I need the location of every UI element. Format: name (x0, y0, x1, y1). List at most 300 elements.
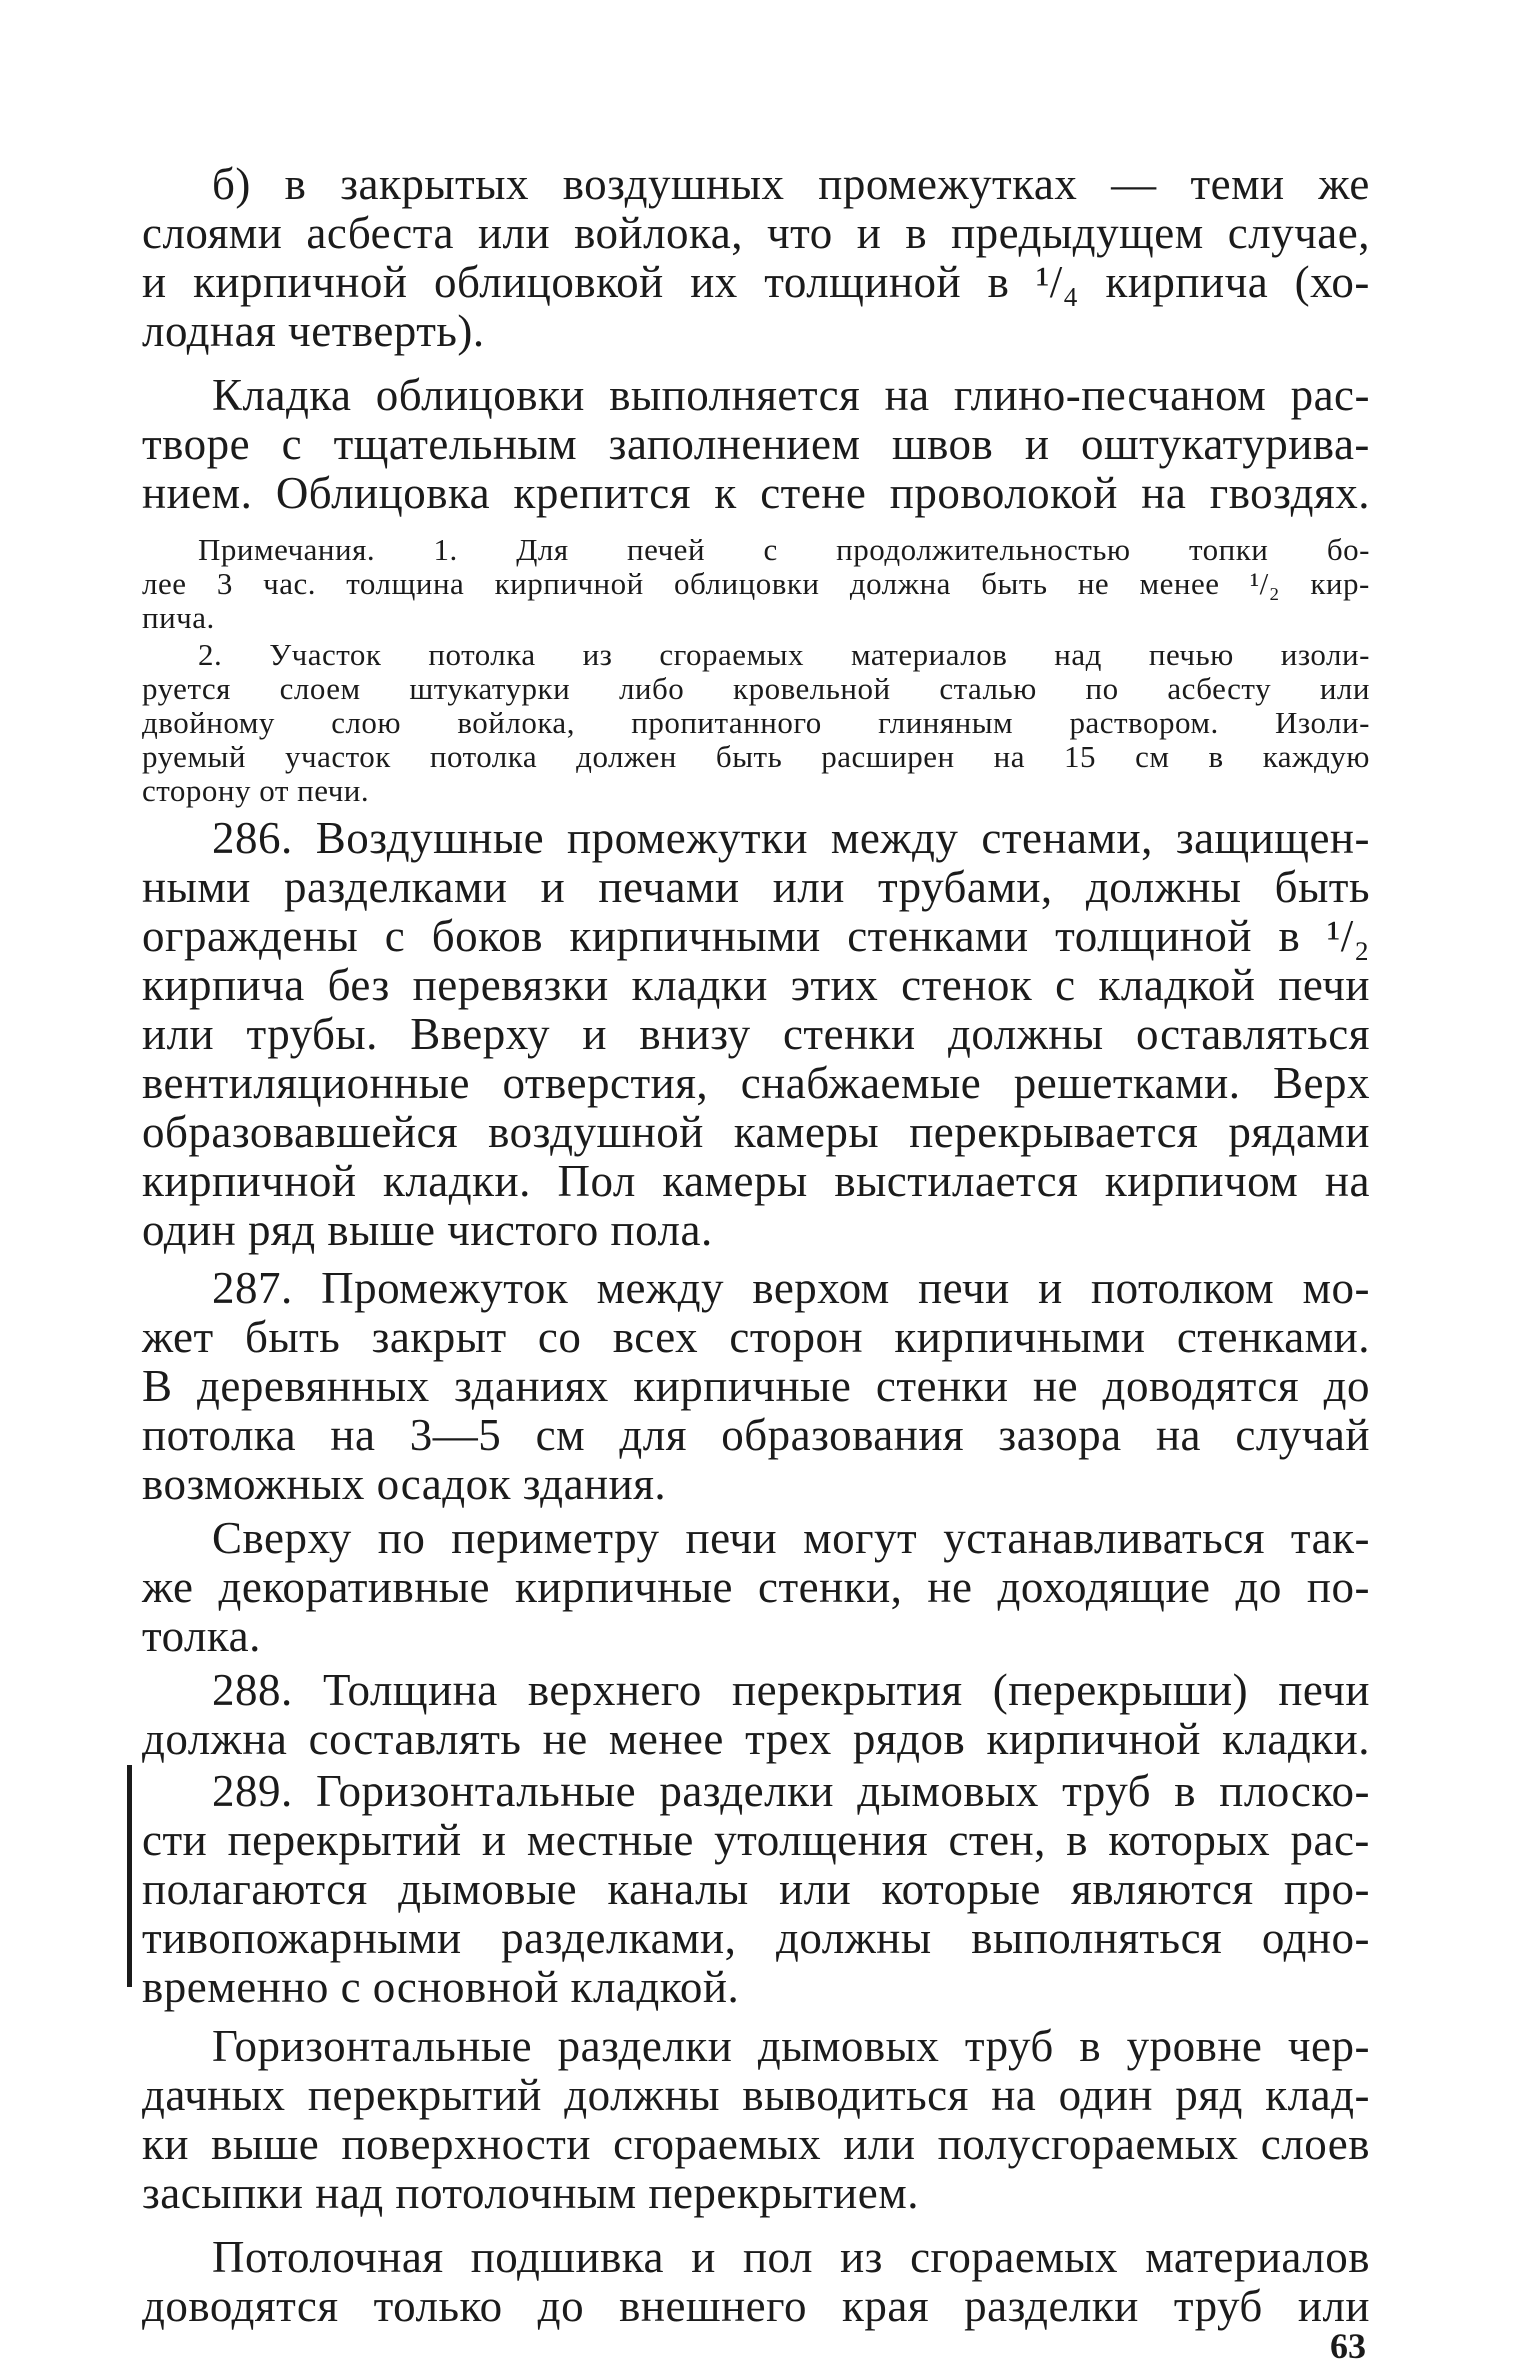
word: периметру (451, 1513, 660, 1563)
word: устанавливаться (943, 1513, 1265, 1563)
note-line (142, 532, 1370, 568)
text-line (142, 1814, 1370, 1866)
word: в (284, 159, 307, 209)
text-line (142, 1863, 1370, 1915)
word: глино-песчаном (953, 370, 1267, 420)
word: материалов (1145, 2232, 1370, 2282)
text-line (142, 1512, 1370, 1564)
word: выводиться (742, 2070, 969, 2120)
word: см (1135, 739, 1170, 774)
word: камеры (662, 1156, 808, 1206)
word: нием. (142, 468, 253, 518)
word: только (373, 2281, 503, 2331)
text-line (142, 305, 1370, 357)
word: руется (142, 671, 231, 706)
word: Изоли- (1275, 705, 1370, 740)
word: Облицовка (275, 468, 491, 518)
word: из (582, 637, 613, 672)
word: в (987, 257, 1010, 307)
word: Воздушные (315, 813, 545, 863)
note-line (142, 671, 1370, 707)
word: один (1058, 2070, 1153, 2120)
text-line-content (142, 2069, 1370, 2121)
word: перекрывается (909, 1107, 1199, 1157)
word: 3 (216, 566, 233, 601)
word: глиняным (878, 705, 1014, 740)
word: этих (790, 960, 879, 1010)
word: для (619, 1410, 687, 1460)
word: с (1055, 960, 1076, 1010)
word: одно- (1261, 1913, 1370, 1963)
word: потолка (429, 739, 538, 774)
word: плоско- (1219, 1766, 1370, 1816)
word: В (142, 1361, 173, 1411)
word: 286. (212, 813, 293, 863)
text-line-content (142, 1057, 1370, 1109)
word: доводятся (1102, 1361, 1300, 1411)
word: 289. (212, 1766, 293, 1816)
word: перекрытия (731, 1665, 963, 1715)
word: кир- (1310, 566, 1370, 601)
word: должны (775, 1913, 932, 1963)
word: 15 (1064, 739, 1097, 774)
word: раствором. (1069, 705, 1219, 740)
word: расширен (821, 739, 955, 774)
text-line (142, 1458, 1370, 1510)
word: или (1297, 2281, 1370, 2331)
text-line (142, 1664, 1370, 1716)
word: труб (964, 2021, 1054, 2071)
word: между (830, 813, 959, 863)
word: защищен- (1175, 813, 1370, 863)
word: трубы. (246, 1009, 378, 1059)
word: ¹/₂ (1249, 566, 1281, 601)
word: менее (1139, 566, 1220, 601)
word: стене (760, 468, 867, 518)
word: или (477, 208, 551, 258)
word: зданиях (454, 1361, 609, 1411)
text-line (142, 1561, 1370, 1613)
word: до (537, 2281, 585, 2331)
note-line (142, 773, 1370, 809)
note-line-content (198, 637, 1370, 673)
text-line-content (142, 207, 1370, 259)
text-line-content (212, 1262, 1370, 1314)
word: бо- (1326, 532, 1370, 567)
word: закрытых (340, 159, 529, 209)
text-line (142, 861, 1370, 913)
text-line (142, 1008, 1370, 1060)
word: тщательным (333, 419, 578, 469)
word: должен (576, 739, 677, 774)
word: полусгораемых (937, 2119, 1239, 2169)
word: ки (142, 2119, 189, 2169)
word: стенки, (758, 1562, 903, 1612)
word: кирпичные (633, 1361, 852, 1411)
text-line-content (212, 158, 1370, 210)
word: не (927, 1562, 973, 1612)
word: Горизонтальные (212, 2021, 533, 2071)
word: Потолочная (212, 2232, 444, 2282)
word: Горизонтальные (315, 1766, 637, 1816)
note-line-content (142, 566, 1370, 602)
word: стенками (847, 911, 1029, 961)
word: слою (331, 705, 402, 740)
word: вентиляционные (142, 1058, 470, 1108)
text-line-content (142, 467, 1370, 519)
word: теми (1190, 159, 1285, 209)
text-line (142, 2167, 1370, 2219)
word: верхнего (527, 1665, 702, 1715)
word: внизу (639, 1009, 751, 1059)
word: решетками. (1013, 1058, 1241, 1108)
word: быть (981, 566, 1048, 601)
word: печи (918, 1263, 1010, 1313)
text-line (142, 1262, 1370, 1314)
word: быть (244, 1312, 341, 1362)
word: ными (142, 862, 251, 912)
word: тивопожарными (142, 1913, 462, 1963)
word: промежутки (567, 813, 808, 863)
word: внешнего (619, 2281, 807, 2331)
word: толщиной (1055, 911, 1252, 961)
word: материалов (850, 637, 1008, 672)
word: облицовкой (433, 257, 664, 307)
word: пол (742, 2232, 813, 2282)
word: всех (612, 1312, 699, 1362)
word: являются (1071, 1864, 1254, 1914)
word: либо (618, 671, 685, 706)
word: в (1079, 2021, 1102, 2071)
word: на (1324, 1156, 1370, 1206)
word: и (481, 1815, 507, 1865)
word: разделки (964, 2281, 1139, 2331)
word: слоев (1260, 2119, 1370, 2169)
word: асбеста (306, 208, 454, 258)
word: кирпичными (569, 911, 821, 961)
word: оставляться (1135, 1009, 1370, 1059)
word: гвоздях. (1209, 468, 1370, 518)
note-line-content (198, 532, 1370, 568)
word: не (1032, 1361, 1079, 1411)
word: разделками (284, 862, 508, 912)
word: в (905, 208, 928, 258)
word: снабжаемые (740, 1058, 982, 1108)
word: выполняться (971, 1913, 1223, 1963)
word: из (840, 2232, 883, 2282)
word: местные (526, 1815, 694, 1865)
text-line-content (142, 1155, 1370, 1207)
word: рас- (1290, 370, 1370, 420)
text-line (142, 1713, 1370, 1765)
word: предыдущем (951, 208, 1204, 258)
word: пропитанного (631, 705, 822, 740)
word: поверхности (341, 2119, 591, 2169)
word: деревянных (197, 1361, 430, 1411)
word: сгораемых (613, 2119, 822, 2169)
text-line-content (142, 959, 1370, 1011)
word: стен, (948, 1815, 1046, 1865)
word: или (1319, 671, 1370, 706)
text-line-content (212, 2020, 1370, 2072)
word: быть (1274, 862, 1370, 912)
text-line-content (142, 1360, 1370, 1412)
text-line (142, 910, 1370, 962)
word: Для (516, 532, 569, 567)
word: по (1085, 671, 1119, 706)
text-line (142, 1961, 1370, 2013)
word: топки (1189, 532, 1269, 567)
word: и (540, 862, 566, 912)
word: не (542, 1714, 588, 1764)
word: что (766, 208, 833, 258)
text-line-content (212, 1512, 1370, 1564)
word: камеры (733, 1107, 880, 1157)
word: дымовых (857, 1766, 1039, 1816)
word: сгораемых (659, 637, 805, 672)
word: боков (431, 911, 543, 961)
text-line-content (212, 812, 1370, 864)
word: до (1235, 1562, 1282, 1612)
text-line-content (212, 2231, 1370, 2283)
word: могут (803, 1513, 918, 1563)
word: печью (1148, 637, 1234, 672)
word: Примечания. (198, 532, 376, 567)
word: доходящие (997, 1562, 1211, 1612)
word: кирпича (142, 960, 305, 1010)
word: облицовки (674, 566, 820, 601)
word: Верх (1272, 1058, 1370, 1108)
word: труб (1173, 2281, 1263, 2331)
word: разделками, (501, 1913, 737, 1963)
word: слоями (142, 208, 283, 258)
text-line-content: лодная четверть). (142, 306, 485, 356)
text-line-content (142, 861, 1370, 913)
text-line (142, 1106, 1370, 1158)
word: крепится (513, 468, 691, 518)
word: клад- (1265, 2070, 1370, 2120)
word: без (327, 960, 390, 1010)
word: перекрытий (227, 1815, 462, 1865)
note-line (142, 705, 1370, 741)
text-line (142, 369, 1370, 421)
text-line-content: один ряд выше чистого пола. (142, 1205, 713, 1255)
word: кирпичными (894, 1312, 1146, 1362)
word: печей (627, 532, 706, 567)
word: или (843, 2119, 916, 2169)
word: см (535, 1410, 586, 1460)
text-line (142, 1912, 1370, 1964)
text-line (142, 1409, 1370, 1461)
word: стенок (901, 960, 1033, 1010)
word: кровельной (733, 671, 891, 706)
word: сталью (939, 671, 1037, 706)
word: на (991, 2070, 1037, 2120)
word: каналы (607, 1864, 749, 1914)
word: разделки (659, 1766, 835, 1816)
word: (хо- (1294, 257, 1370, 307)
word: Кладка (212, 370, 352, 420)
text-line (142, 1610, 1370, 1662)
word: кирпичной (193, 257, 408, 307)
word: кирпичной (986, 1714, 1201, 1764)
word: Пол (557, 1156, 636, 1206)
note-line (142, 637, 1370, 673)
word: и (1038, 1263, 1063, 1313)
note-line-content: пича. (142, 600, 215, 635)
word: случае, (1227, 208, 1370, 258)
word: толщиной (764, 257, 962, 307)
note-line-content (142, 671, 1370, 707)
word: и (856, 208, 882, 258)
word: час. (263, 566, 316, 601)
note-line-content (142, 739, 1370, 775)
word: штукатурки (409, 671, 571, 706)
word: перевязки (412, 960, 609, 1010)
word: и (582, 1009, 607, 1059)
text-line-content (142, 910, 1370, 962)
word: по (377, 1513, 426, 1563)
text-line-content (142, 1713, 1370, 1765)
word: на (993, 739, 1025, 774)
word: по- (1306, 1562, 1370, 1612)
word: которых (1108, 1815, 1271, 1865)
text-line (142, 2280, 1370, 2332)
word: кладки. (1222, 1714, 1370, 1764)
word: рядов (852, 1714, 966, 1764)
word: на (1155, 1410, 1202, 1460)
word: б) (212, 159, 251, 209)
word: сти (142, 1815, 208, 1865)
text-line-content (142, 1409, 1370, 1461)
word: края (842, 2281, 930, 2331)
word: же (1318, 159, 1370, 209)
word: отверстия, (502, 1058, 709, 1108)
margin-change-bar (127, 1765, 132, 1987)
word: их (690, 257, 738, 307)
word: воздушной (488, 1107, 704, 1157)
text-line-content (142, 1106, 1370, 1158)
text-line (142, 812, 1370, 864)
word: ряд (1175, 2070, 1243, 2120)
word: 287. (212, 1263, 293, 1313)
word: печи (1278, 1665, 1370, 1715)
text-line-content (212, 1765, 1370, 1817)
word: продолжительностью (836, 532, 1131, 567)
word: закрыт (371, 1312, 507, 1362)
word: потолком (1091, 1263, 1275, 1313)
word: с (281, 419, 303, 469)
text-line-content (142, 1814, 1370, 1866)
text-line-content: временно с основной кладкой. (142, 1962, 740, 2012)
word: которые (881, 1864, 1041, 1914)
text-line (142, 2069, 1370, 2121)
text-line-content (142, 1561, 1370, 1613)
page-number: 63 (1330, 2326, 1366, 2366)
word: же (142, 1562, 194, 1612)
word: должна (849, 566, 951, 601)
word: должна (142, 1714, 288, 1764)
word: с (763, 532, 778, 567)
text-line-content (142, 418, 1370, 470)
text-line-content (142, 1863, 1370, 1915)
word: каждую (1262, 739, 1370, 774)
word: слоем (279, 671, 361, 706)
word: к (714, 468, 737, 518)
word: жет (142, 1312, 214, 1362)
word: стенки (782, 1009, 916, 1059)
word: сгораемых (910, 2232, 1119, 2282)
word: доводятся (142, 2281, 339, 2331)
word: изоли- (1280, 637, 1370, 672)
text-line-content: толка. (142, 1611, 261, 1661)
note-line-content (142, 705, 1370, 741)
word: над (1054, 637, 1102, 672)
word: печи (1278, 960, 1370, 1010)
word: заполнением (608, 419, 861, 469)
word: Участок (269, 637, 382, 672)
word: выстилается (834, 1156, 1079, 1206)
word: мо- (1302, 1263, 1370, 1313)
word: 1. (433, 532, 458, 567)
word: до (1323, 1361, 1370, 1411)
word: войлока, (457, 705, 575, 740)
text-line-content (142, 256, 1370, 308)
text-line (142, 1360, 1370, 1412)
word: промежутках (818, 159, 1078, 209)
word: декоративные (218, 1562, 491, 1612)
text-line (142, 158, 1370, 210)
word: облицовки (375, 370, 585, 420)
word: выше (211, 2119, 320, 2169)
word: подшивка (470, 2232, 665, 2282)
word: 3—5 (409, 1410, 502, 1460)
word: кирпича (1105, 257, 1269, 307)
word: трубами, (877, 862, 1053, 912)
word: войлока, (574, 208, 743, 258)
word: участок (285, 739, 391, 774)
text-line-content (212, 369, 1370, 421)
word: образования (721, 1410, 965, 1460)
word: асбесту (1167, 671, 1272, 706)
word: зазора (998, 1410, 1122, 1460)
word: (перекрыши) (992, 1665, 1249, 1715)
word: сторон (729, 1312, 864, 1362)
word: со (537, 1312, 582, 1362)
word: так- (1290, 1513, 1370, 1563)
word: Вверху (410, 1009, 551, 1059)
word: рядами (1228, 1107, 1370, 1157)
text-line-content (142, 2280, 1370, 2332)
text-line (142, 959, 1370, 1011)
word: на (330, 1410, 376, 1460)
note-line (142, 739, 1370, 775)
text-line (142, 1155, 1370, 1207)
word: — (1111, 159, 1157, 209)
word: должны (947, 1009, 1104, 1059)
word: составлять (308, 1714, 522, 1764)
word: полагаются (142, 1864, 368, 1914)
word: стенками. (1176, 1312, 1370, 1362)
word: уровне (1126, 2021, 1263, 2071)
word: между (596, 1263, 724, 1313)
word: не (1077, 566, 1110, 601)
text-line-content (142, 2118, 1370, 2170)
text-line (142, 1057, 1370, 1109)
text-line (142, 2118, 1370, 2170)
text-line (142, 1765, 1370, 1817)
text-line (142, 207, 1370, 259)
